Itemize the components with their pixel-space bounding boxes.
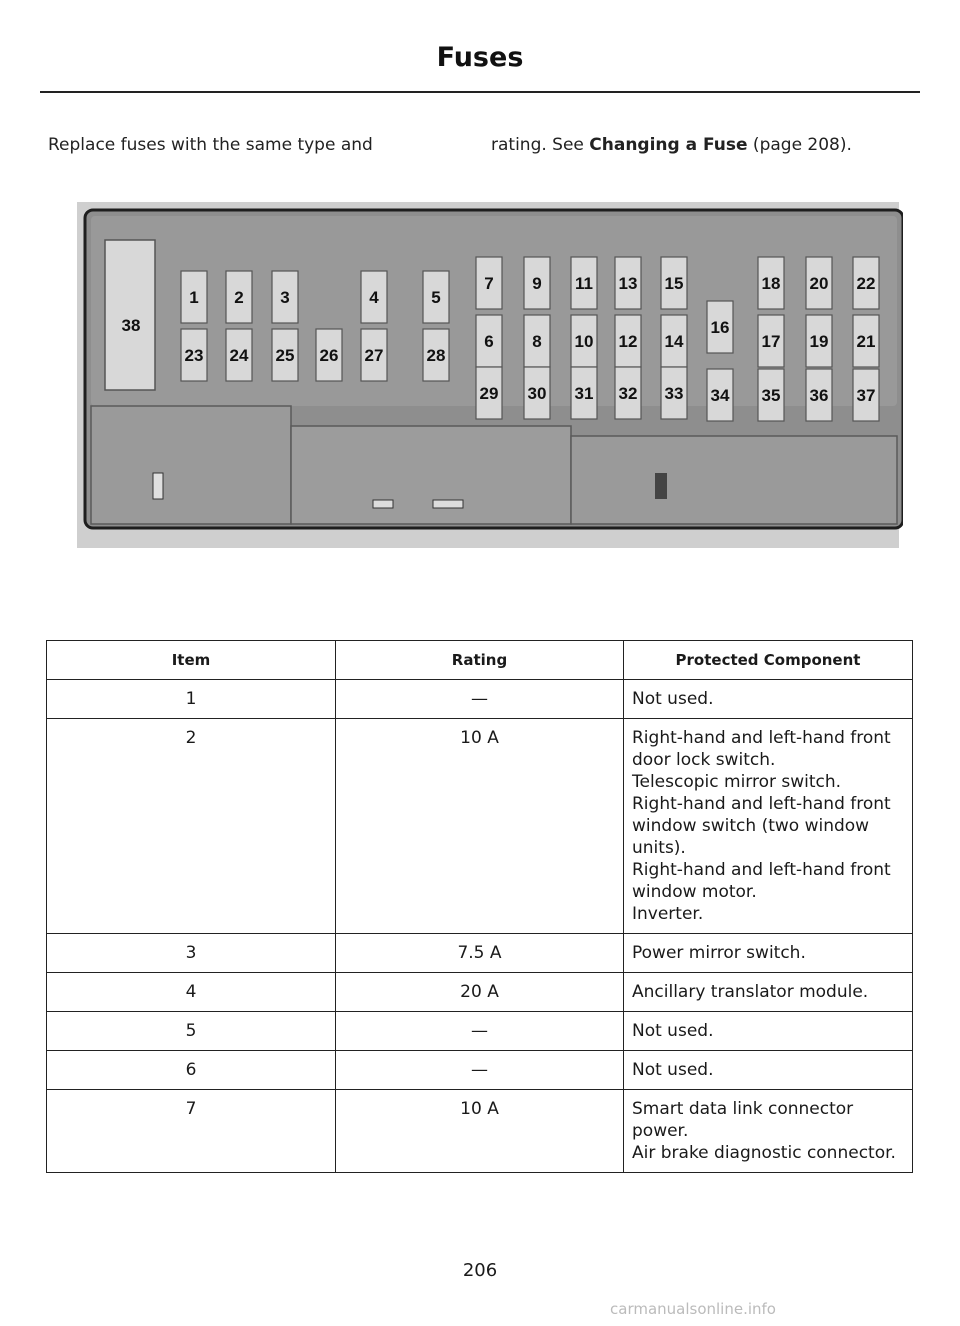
component-line: Right-hand and left-hand front door lock switch.	[632, 728, 891, 770]
fuse-number-label: 37	[856, 386, 876, 405]
fuse-number-label: 11	[575, 274, 593, 293]
table-header-row	[47, 641, 913, 680]
intro-text-right	[491, 135, 852, 155]
fuse-number-label: 4	[369, 288, 379, 307]
table-row	[47, 1012, 913, 1051]
intro-suffix: (page 208).	[747, 135, 852, 155]
fuse-number-label: 9	[532, 274, 542, 293]
fuse-number-label: 14	[664, 332, 684, 351]
fuse-table	[46, 640, 913, 1173]
item-cell: 1	[47, 680, 336, 719]
fuse-panel-diagram	[73, 196, 903, 556]
item-cell: 5	[47, 1012, 336, 1051]
item-cell: 2	[47, 719, 336, 934]
rating-cell: 10 A	[336, 1090, 624, 1173]
table-row	[47, 1090, 913, 1173]
fuse-number-label: 33	[664, 384, 684, 403]
intro-text-left: Replace fuses with the same type and	[48, 135, 373, 155]
intro-prefix: rating. See	[491, 135, 590, 155]
component-line: Power mirror switch.	[632, 943, 806, 963]
component-line: Not used.	[632, 1060, 714, 1080]
protected-component-cell	[624, 680, 913, 719]
item-cell: 4	[47, 973, 336, 1012]
table-row	[47, 1051, 913, 1090]
item-cell: 7	[47, 1090, 336, 1173]
fuse-number-label: 21	[856, 332, 876, 351]
component-line: Telescopic mirror switch.	[632, 772, 842, 792]
rating-cell: —	[336, 1051, 624, 1090]
fuse-number-label: 10	[574, 332, 594, 351]
page-title: Fuses	[436, 42, 524, 73]
fuse-number-label: 23	[184, 346, 204, 365]
component-line: Right-hand and left-hand front window motor.	[632, 860, 891, 902]
fuse-number-label: 3	[280, 288, 290, 307]
protected-component-cell	[624, 719, 913, 934]
fuse-number-label: 35	[761, 386, 781, 405]
fuse-number-label: 25	[275, 346, 295, 365]
fuse-number-label: 19	[809, 332, 829, 351]
component-line: Not used.	[632, 689, 714, 709]
fuse-number-label: 16	[710, 318, 730, 337]
component-line: Inverter.	[632, 904, 704, 924]
fuse-number-label: 7	[484, 274, 494, 293]
fuse-number-label: 15	[664, 274, 684, 293]
fuse-table-body	[47, 680, 913, 1173]
fuse-number-label: 22	[856, 274, 876, 293]
fuse-number-label: 5	[431, 288, 441, 307]
fuse-number-label: 36	[809, 386, 829, 405]
rating-cell: —	[336, 1012, 624, 1051]
protected-component-cell	[624, 1090, 913, 1173]
fuse-number-label: 8	[532, 332, 542, 351]
component-line: Ancillary translator module.	[632, 982, 869, 1002]
fuse-number-label: 12	[618, 332, 638, 351]
table-row	[47, 680, 913, 719]
fuse-number-label: 18	[761, 274, 781, 293]
fuse-number-label: 38	[121, 316, 141, 335]
rating-cell: —	[336, 680, 624, 719]
component-line: Air brake diagnostic connector.	[632, 1143, 896, 1163]
fuse-number-label: 27	[364, 346, 384, 365]
component-line: Not used.	[632, 1021, 714, 1041]
watermark: carmanualsonline.info	[610, 1300, 776, 1318]
item-cell: 6	[47, 1051, 336, 1090]
table-row	[47, 973, 913, 1012]
protected-component-cell	[624, 934, 913, 973]
table-row	[47, 934, 913, 973]
fuse-number-label: 34	[710, 386, 730, 405]
column-header-rating: Rating	[336, 641, 624, 680]
rating-cell: 7.5 A	[336, 934, 624, 973]
fuse-number-label: 17	[761, 332, 781, 351]
rating-cell: 20 A	[336, 973, 624, 1012]
fuse-number-label: 1	[189, 288, 199, 307]
fuse-number-label: 31	[574, 384, 594, 403]
protected-component-cell	[624, 973, 913, 1012]
rating-cell: 10 A	[336, 719, 624, 934]
fuse-number-label: 6	[484, 332, 494, 351]
fuse-number-label: 2	[234, 288, 244, 307]
fuse-number-label: 26	[319, 346, 339, 365]
item-cell: 3	[47, 934, 336, 973]
component-line: Smart data link connector power.	[632, 1099, 854, 1141]
protected-component-cell	[624, 1012, 913, 1051]
table-row	[47, 719, 913, 934]
title-divider	[40, 91, 920, 93]
column-header-protected-component: Protected Component	[624, 641, 913, 680]
changing-a-fuse-link[interactable]: Changing a Fuse	[589, 135, 748, 155]
page-number: 206	[462, 1260, 498, 1281]
column-header-item: Item	[47, 641, 336, 680]
fuse-number-label: 13	[618, 274, 638, 293]
fuse-number-label: 28	[426, 346, 446, 365]
fuse-number-label: 24	[229, 346, 249, 365]
fuse-number-label: 20	[809, 274, 829, 293]
protected-component-cell	[624, 1051, 913, 1090]
fuse-number-label: 32	[618, 384, 638, 403]
fuse-number-label: 30	[527, 384, 547, 403]
fuse-number-label: 29	[479, 384, 499, 403]
component-line: Right-hand and left-hand front window switch (two window units).	[632, 794, 891, 858]
